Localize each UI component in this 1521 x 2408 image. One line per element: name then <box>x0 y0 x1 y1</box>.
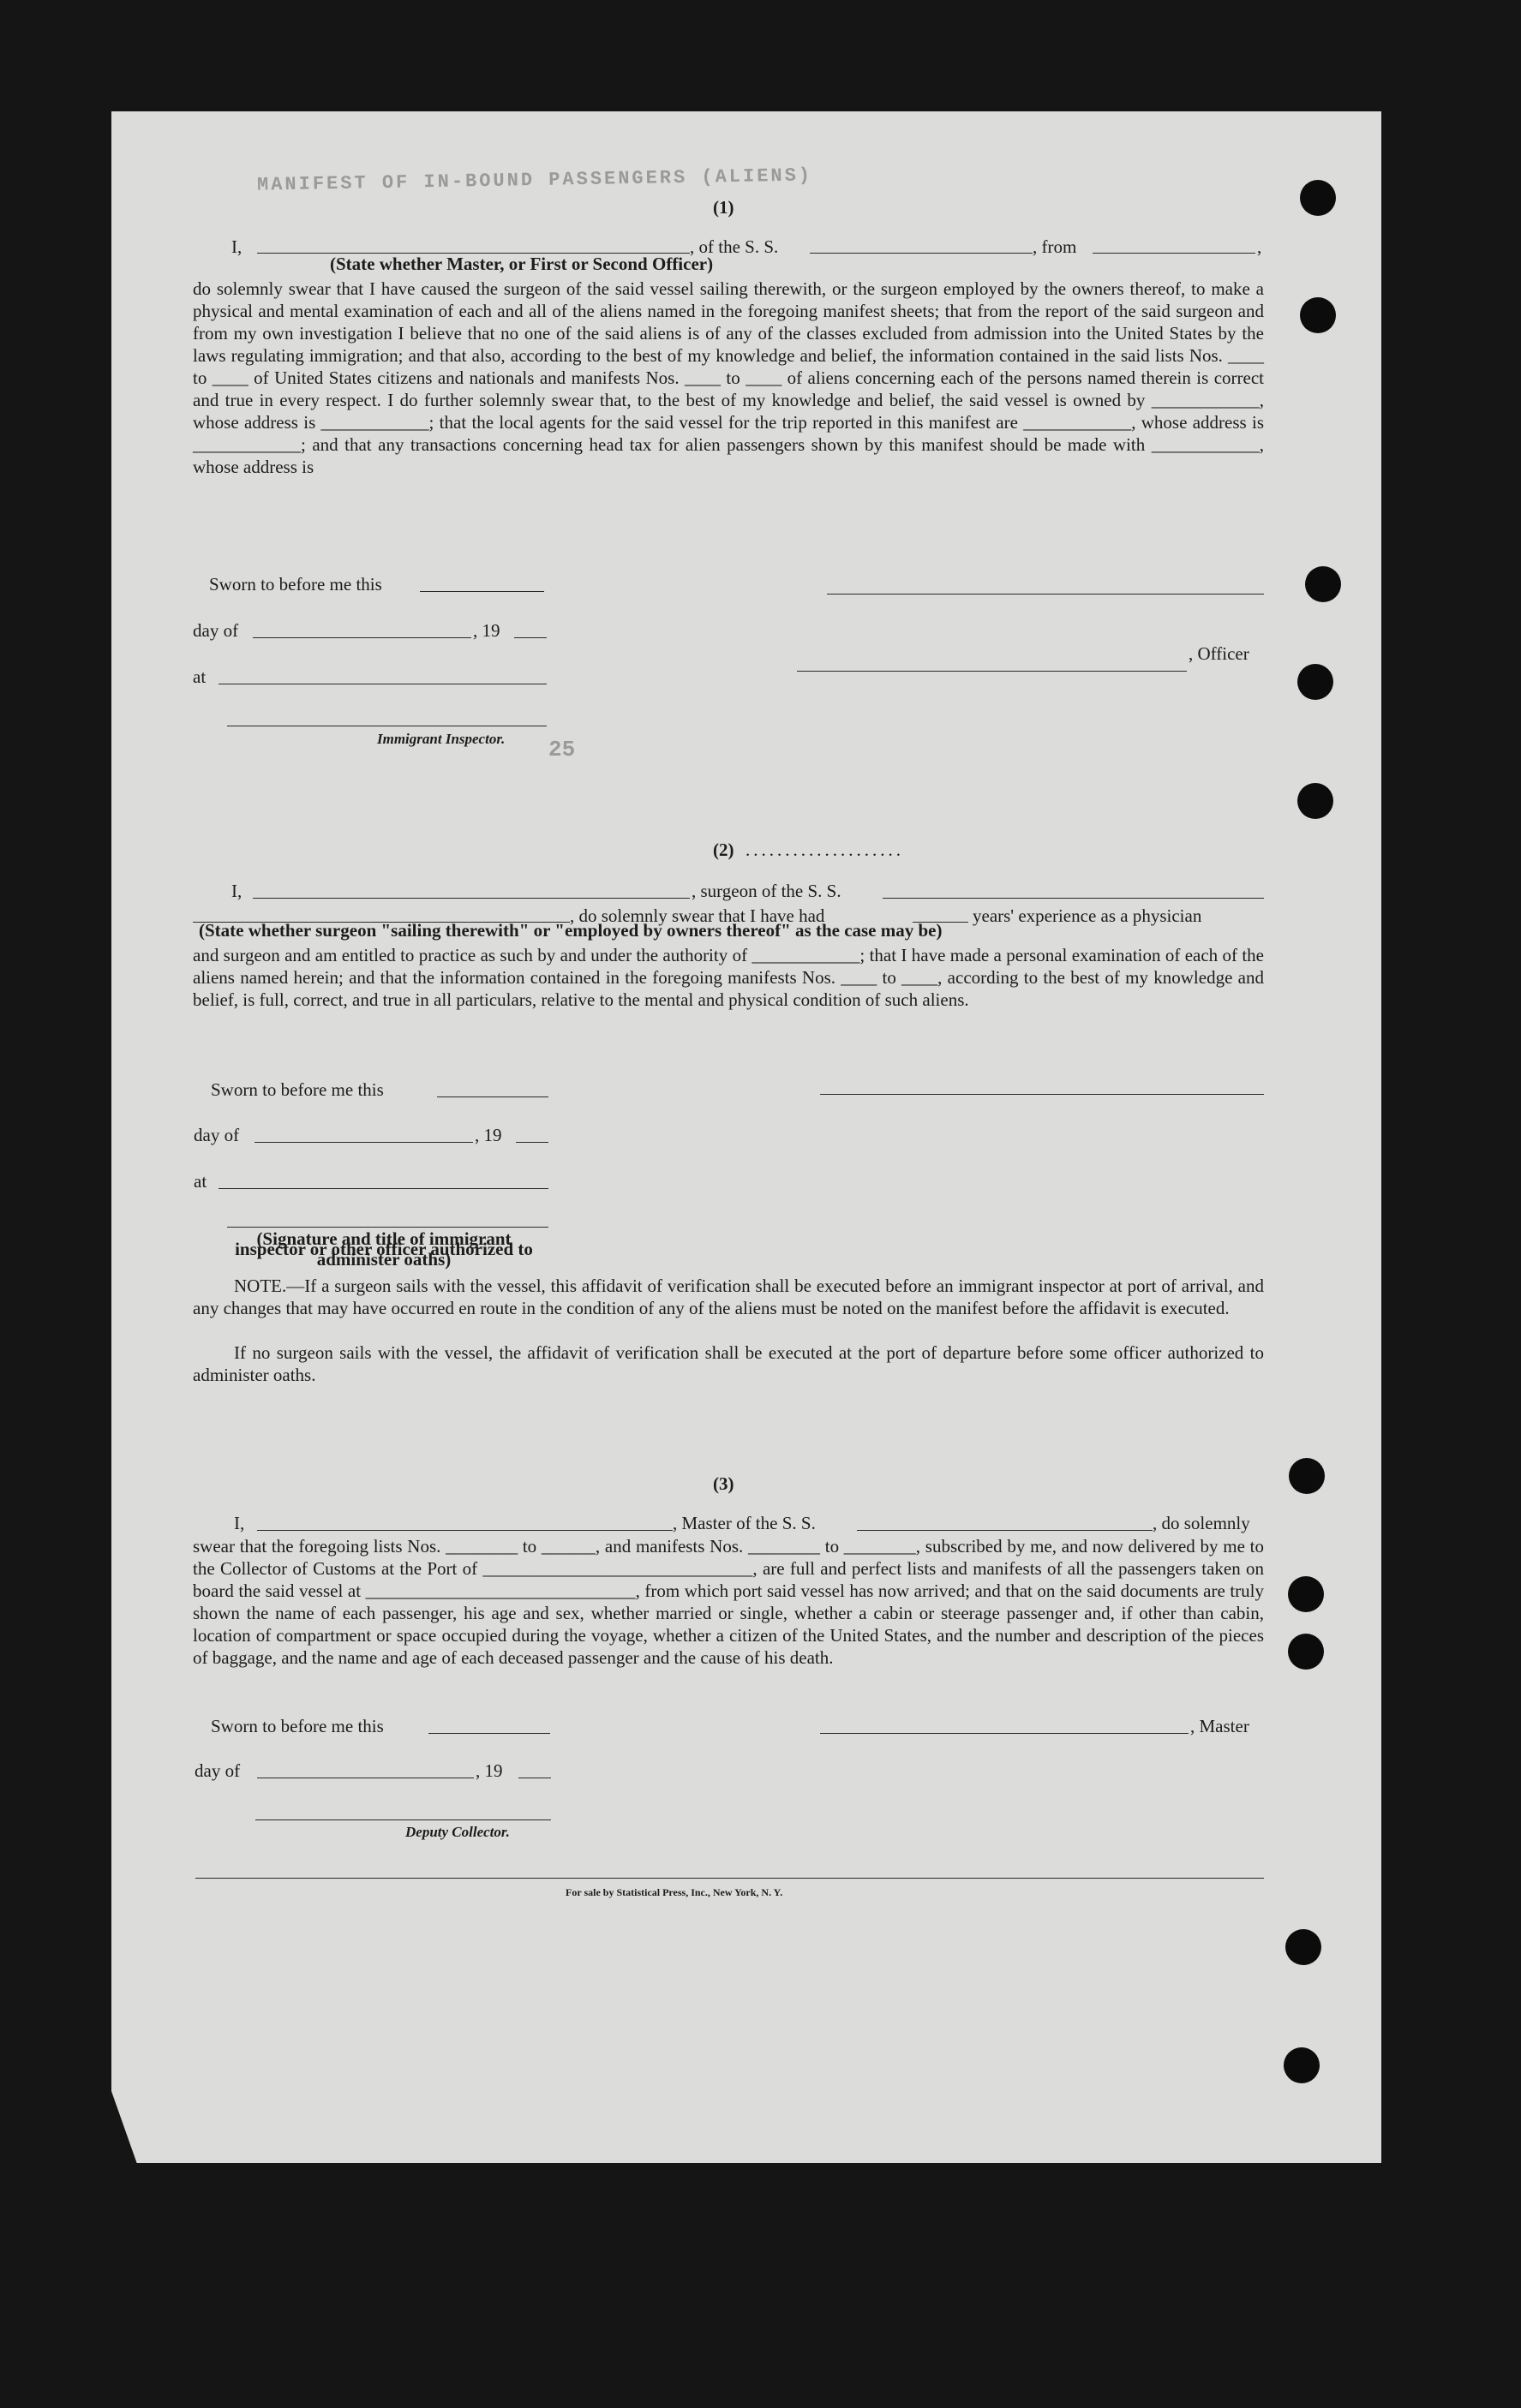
section3-sworn-blank <box>428 1733 550 1734</box>
binder-hole <box>1297 783 1333 819</box>
section2-year-label: , 19 <box>475 1125 502 1145</box>
section3-day-label: day of <box>195 1760 241 1781</box>
surgeon-name-blank <box>253 898 690 899</box>
section2-oath-text: and surgeon and am entitled to practice as such by and under the authority of ____________; that I have made a personal examination of each of the aliens named herein; and that the information contained in the foregoing manifests Nos. ____ to ____, according to the best of my knowledge and belief, is full, correct, and true in all particulars, relative to the mental and physical condition of such aliens. <box>193 945 1264 1010</box>
section1-number: (1) <box>713 197 734 218</box>
section2-sworn-label: Sworn to before me this <box>211 1079 384 1100</box>
section2-ss-label: , surgeon of the S. S. <box>692 881 841 901</box>
surgeon-swear-text: , do solemnly swear that I have had <box>570 905 825 926</box>
section3-i-label: I, <box>234 1513 245 1533</box>
binder-hole <box>1284 2047 1320 2083</box>
section2-inspector-signature-line <box>227 1227 548 1228</box>
section3-sworn-label: Sworn to before me this <box>211 1716 384 1736</box>
master-label: , Master <box>1190 1716 1249 1736</box>
bleed-through-mark: 25 <box>548 737 576 762</box>
section3-vessel-blank <box>857 1530 1153 1531</box>
section1-sworn-blank <box>420 591 544 592</box>
section1-day-label: day of <box>193 620 239 641</box>
section2-i-label: I, <box>231 881 243 901</box>
surgeon-signature-line <box>820 1094 1264 1095</box>
deputy-collector-label: Deputy Collector. <box>405 1824 510 1840</box>
section2-vessel-blank <box>883 898 1264 899</box>
section3-oath-text: swear that the foregoing lists Nos. ________ to ______, and manifests Nos. ________ to ________, subscribed by me, and now delivered by me to the Collector of Customs at the Port of ______________________________, are full and perfect lists and manifests of all the passengers taken on board the said vessel at ______________________________, from which port said vessel has now arrived; and that on the said documents are truly shown the name of each passenger, his age and sex, whether married or single, whether a cabin or steerage passenger and, if other than cabin, location of compartment or space occupied during the voyage, whether a citizen of the United States, and the number and description of the pieces of baggage, and the name and age of each deceased passenger and the cause of his death. <box>193 1536 1264 1668</box>
section2-day-label: day of <box>194 1125 240 1145</box>
binder-hole <box>1297 664 1333 700</box>
binder-hole <box>1300 297 1336 333</box>
section1-day-blank <box>253 637 471 638</box>
deputy-collector-signature-line <box>255 1819 551 1820</box>
surgeon-note-text: NOTE.—If a surgeon sails with the vessel, this affidavit of verification shall be executed before an immigrant inspector at port of arrival, and any changes that may have occurred en route in the condition of any of the aliens must be noted on the manifest before the affidavit is executed. <box>193 1276 1264 1318</box>
binder-hole <box>1300 180 1336 216</box>
binder-hole <box>1305 566 1341 602</box>
master-signature-line <box>820 1733 1189 1734</box>
immigrant-inspector-label: Immigrant Inspector. <box>377 731 506 747</box>
section2-at-blank <box>219 1188 548 1189</box>
signature-title-note: (Signature and title of immigrant inspector or other officer authorized to administer oaths) <box>235 1228 533 1270</box>
section3-number: (3) <box>713 1473 734 1494</box>
section1-oath-text: do solemnly swear that I have caused the surgeon of the said vessel sailing therewith, or the surgeon employed by the owners thereof, to make a physical and mental examination of each and all of the aliens named in the foregoing manifest sheets; that from the report of the said surgeon and from my own investigation I believe that no one of the said aliens is of any of the classes excluded from admission into the United States by the laws regulating immigration; and that also, according to the best of my knowledge and belief, the information contained in the said lists Nos. ____ to ____ of United States citizens and nationals and manifests Nos. ____ to ____ of aliens concerning each of the persons named therein is correct and true in every respect. I do further solemnly swear that, to the best of my knowledge and belief, the said vessel is owned by ____________, whose address is ____________; that the local agents for the said vessel for the trip reported in this manifest are ____________, whose address is ____________; and that any transactions concerning head tax for alien passengers shown by this manifest should be made with ____________, whose address is <box>193 278 1264 477</box>
section2-number: (2) <box>713 840 734 860</box>
binder-hole <box>1288 1634 1324 1670</box>
years-experience-text: years' experience as a physician <box>973 905 1202 926</box>
section1-ss-label: , of the S. S. <box>690 236 779 257</box>
printer-imprint: For sale by Statistical Press, Inc., New York, N. Y. <box>566 1886 783 1898</box>
section2-number-dots: .................... <box>746 840 904 860</box>
no-surgeon-note-text: If no surgeon sails with the vessel, the affidavit of verification shall be executed at the port of departure before some officer authorized to administer oaths. <box>193 1342 1264 1385</box>
master-name-blank <box>257 1530 673 1531</box>
binder-hole <box>1285 1929 1321 1965</box>
section1-from-label: , from <box>1033 236 1077 257</box>
section3-year-label: , 19 <box>476 1760 503 1781</box>
officer-signature-line-1 <box>827 594 1264 595</box>
section3-swear-label: , do solemnly <box>1153 1513 1250 1533</box>
section1-year-label: , 19 <box>473 620 500 641</box>
bleed-through-heading: MANIFEST OF IN-BOUND PASSENGERS (ALIENS) <box>256 164 813 196</box>
officer-rank-note: (State whether Master, or First or Second Officer) <box>330 254 714 274</box>
section2-sworn-blank <box>437 1096 548 1097</box>
officer-signature-line-2 <box>797 671 1187 672</box>
vessel-name-blank <box>810 253 1033 254</box>
section2-at-label: at <box>194 1171 207 1192</box>
section1-at-label: at <box>193 666 207 687</box>
footer-divider <box>195 1878 1264 1879</box>
section1-comma: , <box>1257 236 1262 257</box>
section1-i-label: I, <box>231 236 243 257</box>
binder-hole <box>1289 1458 1325 1494</box>
section3-master-ss-label: , Master of the S. S. <box>673 1513 816 1533</box>
surgeon-type-note: (State whether surgeon "sailing therewith" or "employed by owners thereof" as the case may be) <box>199 920 943 941</box>
binder-hole <box>1288 1576 1324 1612</box>
section2-year-blank <box>516 1142 548 1143</box>
section1-year-blank <box>514 637 547 638</box>
from-port-blank <box>1093 253 1255 254</box>
officer-label: , Officer <box>1189 643 1249 664</box>
section2-day-blank <box>254 1142 473 1143</box>
section1-sworn-label: Sworn to before me this <box>209 574 382 595</box>
